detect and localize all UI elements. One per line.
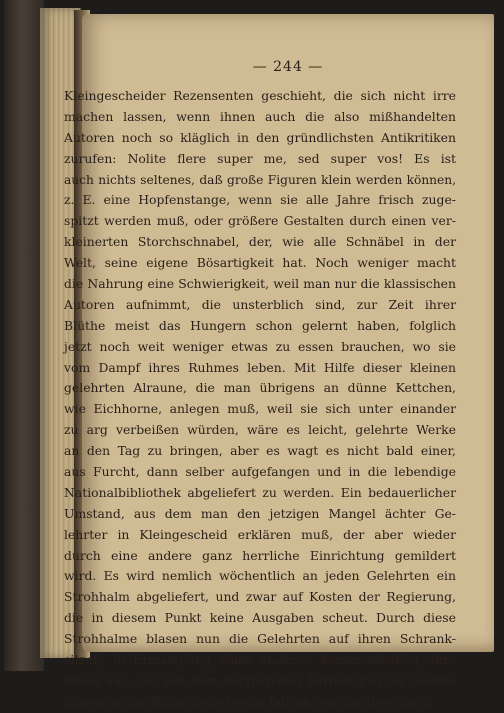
text-line: die Nahrung eine Schwierigkeit, weil man nur die klassischen (64, 276, 456, 292)
text-line: auch nichts seltenes, daß große Figuren klein werden können, (64, 172, 456, 187)
text-line: lehrter in Kleingescheid erklären muß, der aber wieder (64, 526, 456, 542)
text-line: gelehrten Alraune, die man übrigens an dünne Kettchen, (64, 380, 456, 396)
text-line: an den Tag zu bringen, aber es wagt es nicht bald einer, (64, 443, 456, 459)
text-line: zurufen: Nolite flere super me, sed super vos! Es ist (64, 150, 456, 166)
text-line: Umstand, aus dem man den jetzigen Mangel ächter Ge- (64, 505, 456, 521)
text-line: Welt, seine eigene Bösartigkeit hat. Noch weniger macht (64, 255, 456, 271)
page-text (64, 86, 456, 713)
text-line: spitzt werden muß, oder größere Gestalten durch einen ver- (64, 213, 456, 229)
text-line: sitzen, in Ermanglung einer anderen Kommunikation, ihre (64, 652, 456, 668)
text-line: jetzt noch weit weniger etwas zu essen brauchen, wo sie (64, 338, 456, 354)
text-line: zu arg verbeißen würden, wäre es leicht, gelehrte Werke (64, 422, 456, 438)
text-line: die in diesem Punkt keine Ausgaben scheut. Durch diese (64, 610, 456, 626)
text-line: wird. Es wird nemlich wöchentlich an jeden Gelehrten ein (64, 568, 456, 584)
text-line: Kleingescheider Rezensenten geschieht, die sich nicht irre (64, 88, 456, 103)
page-number: — 244 — (252, 59, 324, 75)
text-line: kleinerten Storchschnabel, der, wie alle Schnäbel in der (64, 234, 456, 250)
text-line: Strohhalm abgeliefert, und zwar auf Kosten der Regierung, (64, 589, 456, 605)
text-line: durch eine andere ganz herrliche Einrichtung gemildert (64, 547, 456, 563)
text-line: machen lassen, wenn ihnen auch die also mißhandelten (64, 108, 456, 124)
book-cover (4, 0, 44, 671)
text-line: Autoren aufnimmt, die unsterblich sind, zur Zeit ihrer (64, 296, 456, 312)
text-line: blasen an die Bibliotheks-Decke fahren, von da aber durch (64, 693, 434, 709)
text-line: vom Dampf ihres Ruhmes leben. Mit Hilfe dieser kleinen (64, 359, 456, 375)
text-line: Strohhalme blasen nun die Gelehrten auf ihren Schrank- (64, 631, 456, 647)
text-line: aus Furcht, dann selber aufgefangen und in die lebendige (64, 464, 456, 480)
text-line: wie Eichhorne, anlegen muß, weil sie sich unter einander (64, 401, 456, 417)
text-line: Nationalbibliothek abgeliefert zu werden. Ein bedauerlicher (64, 484, 456, 500)
text-line: z. E. eine Hopfenstange, wenn sie alle Jahre frisch zuge- (64, 192, 456, 208)
text-line: Ideen aus, die mit dem herrlichsten Farbenspiel als Seifen- (64, 672, 456, 688)
text-line: Blüthe meist das Hungern schon gelernt haben, folglich (64, 317, 456, 333)
text-line: Autoren noch so kläglich in den gründlichsten Antikritiken (64, 129, 456, 145)
